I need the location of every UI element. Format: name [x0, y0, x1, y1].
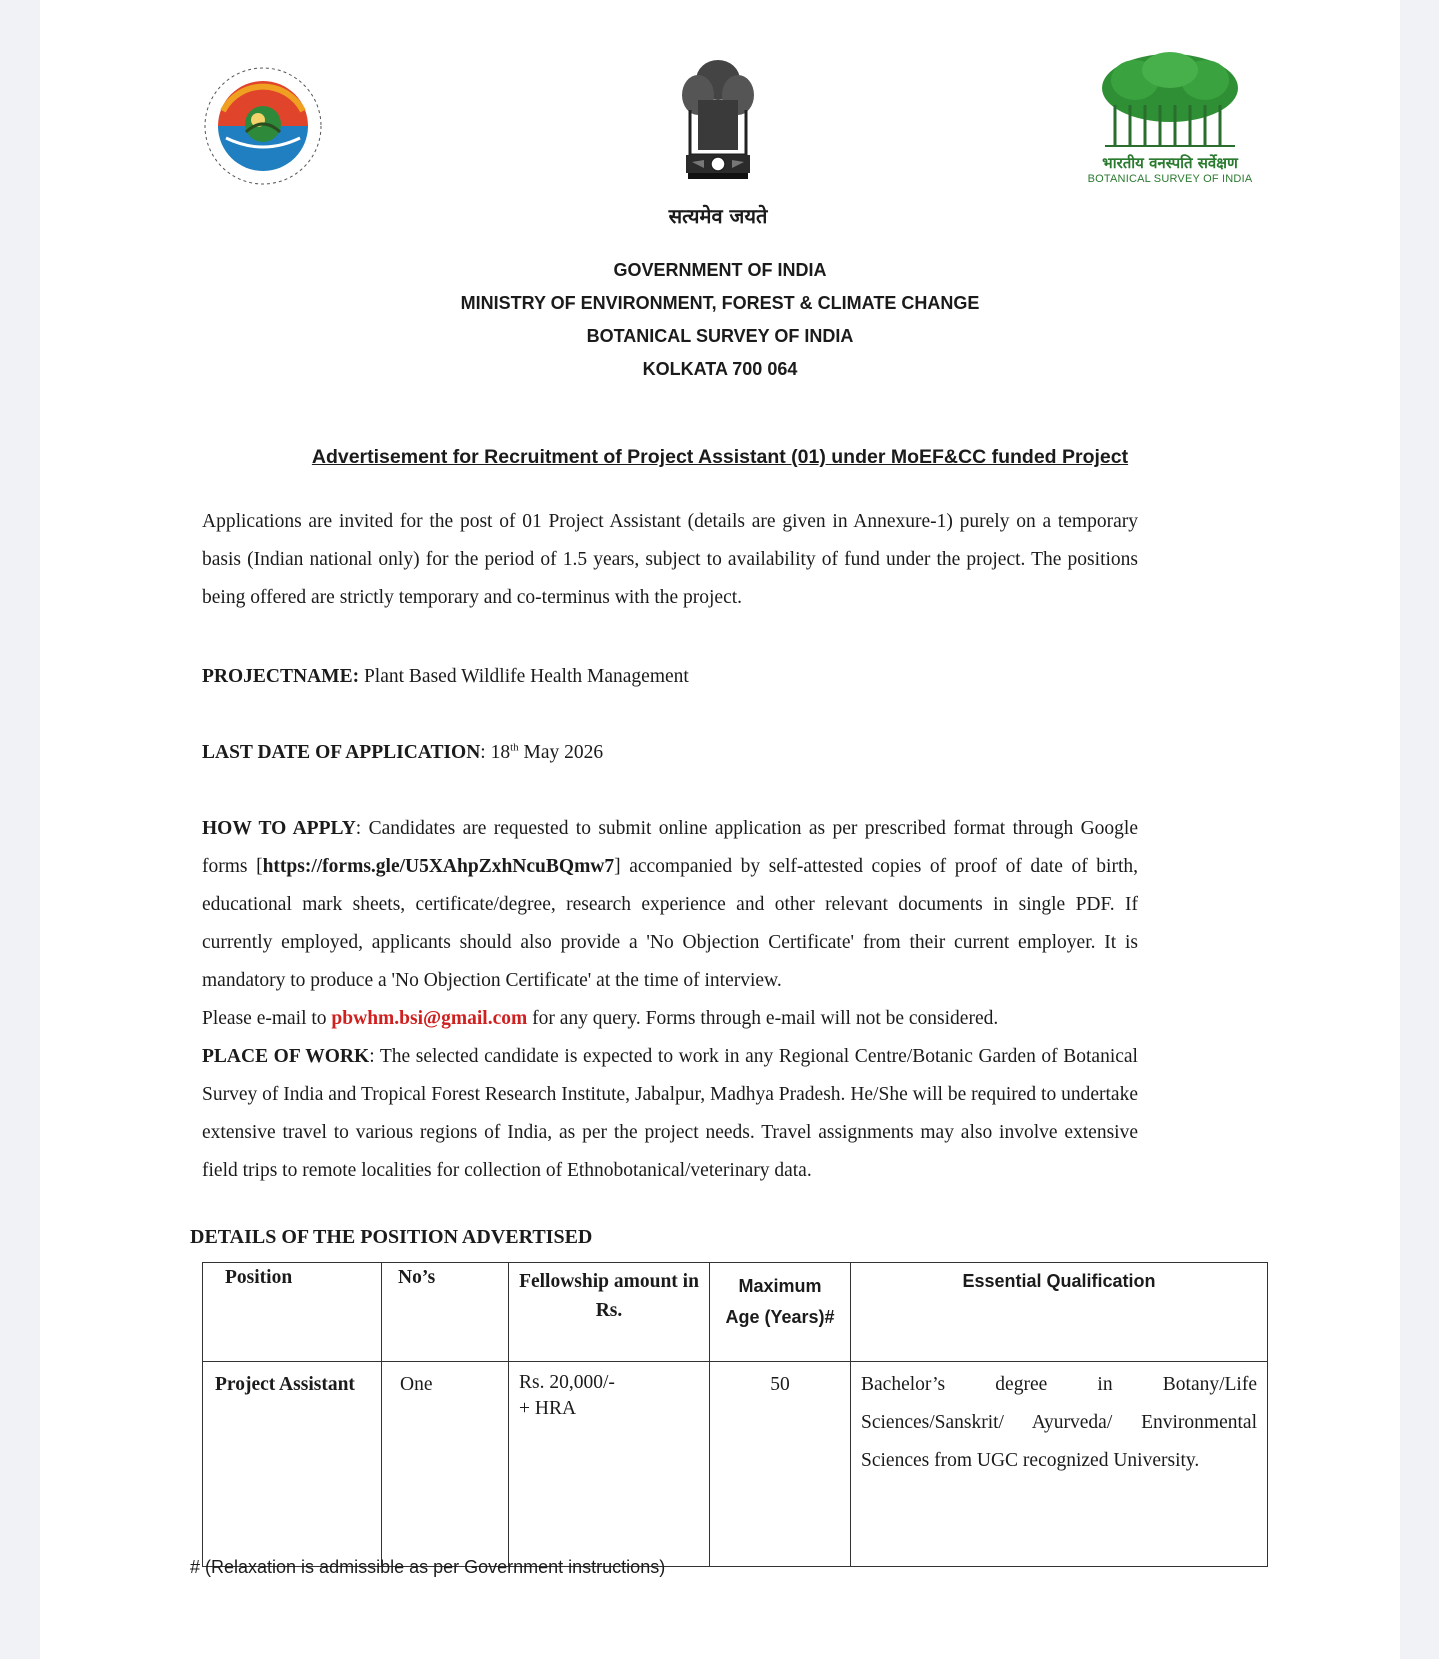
- bsi-english-name: BOTANICAL SURVEY OF INDIA: [1087, 173, 1253, 185]
- place-of-work-paragraph: PLACE OF WORK: The selected candidate is expected to work in any Regional Centre/Botanic Garden of Botanical Survey of India and Tropical Forest Research Institute, Jabalpur, Madhya Pradesh. He/She will be required to undertake extensive travel to various regions of India, as per the project needs. Travel assignments may also involve extensive field trips to remote localities for collection of Ethnobotanical/veterinary data.: [202, 1046, 1138, 1181]
- bsi-logo: [1070, 50, 1270, 200]
- ashoka-emblem-icon: [668, 50, 768, 200]
- gov-line: MINISTRY OF ENVIRONMENT, FOREST & CLIMATE CHANGE: [460, 293, 980, 313]
- moefcc-logo-icon: [198, 56, 328, 196]
- email-line-after: for any query. Forms through e-mail will not be considered.: [532, 1008, 999, 1029]
- last-date-day: 18: [490, 742, 511, 763]
- cell-qualification: Bachelor’s degree in Botany/Life Sciences/Sanskrit/ Ayurveda/ Environmental Sciences from UGC recognized University.: [851, 1362, 1268, 1567]
- table-row: [203, 1362, 1268, 1567]
- header-qualification: Essential Qualification: [851, 1263, 1268, 1362]
- header-position: Position: [203, 1263, 382, 1362]
- national-emblem: [653, 50, 783, 232]
- header-fellowship: Fellowship amount in Rs.: [509, 1263, 710, 1362]
- intro-paragraph: Applications are invited for the post of 01 Project Assistant (details are given in Annexure-1) purely on a temporary basis (Indian national only) for the period of 1.5 years, subject to availability of fund under the project. The positions being offered are strictly temporary and co-terminus with the project.: [202, 511, 1138, 608]
- gov-line: BOTANICAL SURVEY OF INDIA: [586, 326, 854, 346]
- how-to-apply-paragraph: HOW TO APPLY: Candidates are requested to submit online application as per prescribed format through Google forms [https://forms.gle/U5XAhpZxhNcuBQmw7] accompanied by self-attested copies of proof of date of birth, educational mark sheets, certificate/degree, research experience and other relevant documents in single PDF. If currently employed, applicants should also provide a 'No Objection Certificate' from their current employer. It is mandatory to produce a 'No Objection Certificate' at the time of interview. Please e-mail to pbwhm.bsi@gmail.com for any query. Forms through e-mail will not be considered. PLACE OF WORK: The selected candidate is expected to work in any Regional Centre/Botanic Garden of Botanical Survey of India and Tropical Forest Research Institute, Jabalpur, Madhya Pradesh. He/She will be required to undertake extensive travel to various regions of India, as per the project needs. Travel assignments may also involve extensive field trips to remote localities for collection of Ethnobotanical/veterinary data.: [202, 810, 1138, 1190]
- project-name-line: [202, 658, 1138, 696]
- position-table: [202, 1262, 1268, 1567]
- project-name-value: Plant Based Wildlife Health Management: [363, 666, 689, 687]
- header-nos: No’s: [382, 1263, 509, 1362]
- place-of-work-text: The selected candidate is expected to work in any Regional Centre/Botanic Garden of Botanical Survey of India and Tropical Forest Research Institute, Jabalpur, Madhya Pradesh. He/She will be required to undertake extensive travel to various regions of India, as per the project needs. Travel assignments may also involve extensive field trips to remote localities for collection of Ethnobotanical/veterinary data.: [202, 1046, 1138, 1181]
- footnote: # (Relaxation is admissible as per Government instructions): [190, 1557, 666, 1577]
- cell-nos: One: [382, 1362, 509, 1567]
- last-date-day-suffix: th: [510, 741, 519, 754]
- google-form-link[interactable]: https://forms.gle/U5XAhpZxhNcuBQmw7: [262, 856, 615, 877]
- table-header-row: [203, 1263, 1268, 1362]
- gov-line: GOVERNMENT OF INDIA: [613, 260, 827, 280]
- last-date-rest: May 2026: [523, 742, 604, 763]
- email-line: [202, 1000, 1138, 1038]
- place-of-work-label: PLACE OF WORK: [202, 1046, 370, 1067]
- bsi-hindi-name: भारतीय वनस्पति सर्वेक्षण: [1102, 154, 1238, 172]
- project-name-label: PROJECTNAME:: [202, 666, 360, 687]
- last-date-line: LAST DATE OF APPLICATION: 18th May 2026: [202, 741, 604, 763]
- emblem-motto: सत्यमेव जयते: [668, 204, 768, 228]
- cell-position: Project Assistant: [203, 1362, 382, 1567]
- how-to-apply-text: Candidates are requested to submit online application as per prescribed format through Google forms [: [202, 818, 1138, 877]
- gov-line: KOLKATA 700 064: [642, 359, 798, 379]
- header-max-age: Maximum Age (Years)#: [710, 1263, 851, 1362]
- how-to-apply-text-after: ] accompanied by self-attested copies of proof of date of birth, educational mark sheets, certificate/degree, research experience and other relevant documents in single PDF. If currently employed, applicants should also provide a 'No Objection Certificate' from their current employer. It is mandatory to produce a 'No Objection Certificate' at the time of interview.: [202, 856, 1138, 991]
- cell-max-age: 50: [710, 1362, 851, 1567]
- government-address-block: [40, 254, 1400, 386]
- fellowship-hra: + HRA: [519, 1398, 577, 1419]
- banyan-tree-logo-icon: [1095, 50, 1245, 150]
- document-page: [40, 0, 1400, 1659]
- cell-fellowship: [509, 1362, 710, 1567]
- advertisement-title: Advertisement for Recruitment of Project Assistant (01) under MoEF&CC funded Project: [311, 446, 1129, 468]
- details-heading: DETAILS OF THE POSITION ADVERTISED: [190, 1226, 593, 1248]
- last-date-label: LAST DATE OF APPLICATION: [202, 742, 481, 763]
- fellowship-amount: Rs. 20,000/-: [519, 1372, 615, 1393]
- email-line-before: Please e-mail to: [202, 1008, 327, 1029]
- how-to-apply-label: HOW TO APPLY: [202, 818, 356, 839]
- contact-email-link[interactable]: pbwhm.bsi@gmail.com: [331, 1008, 528, 1029]
